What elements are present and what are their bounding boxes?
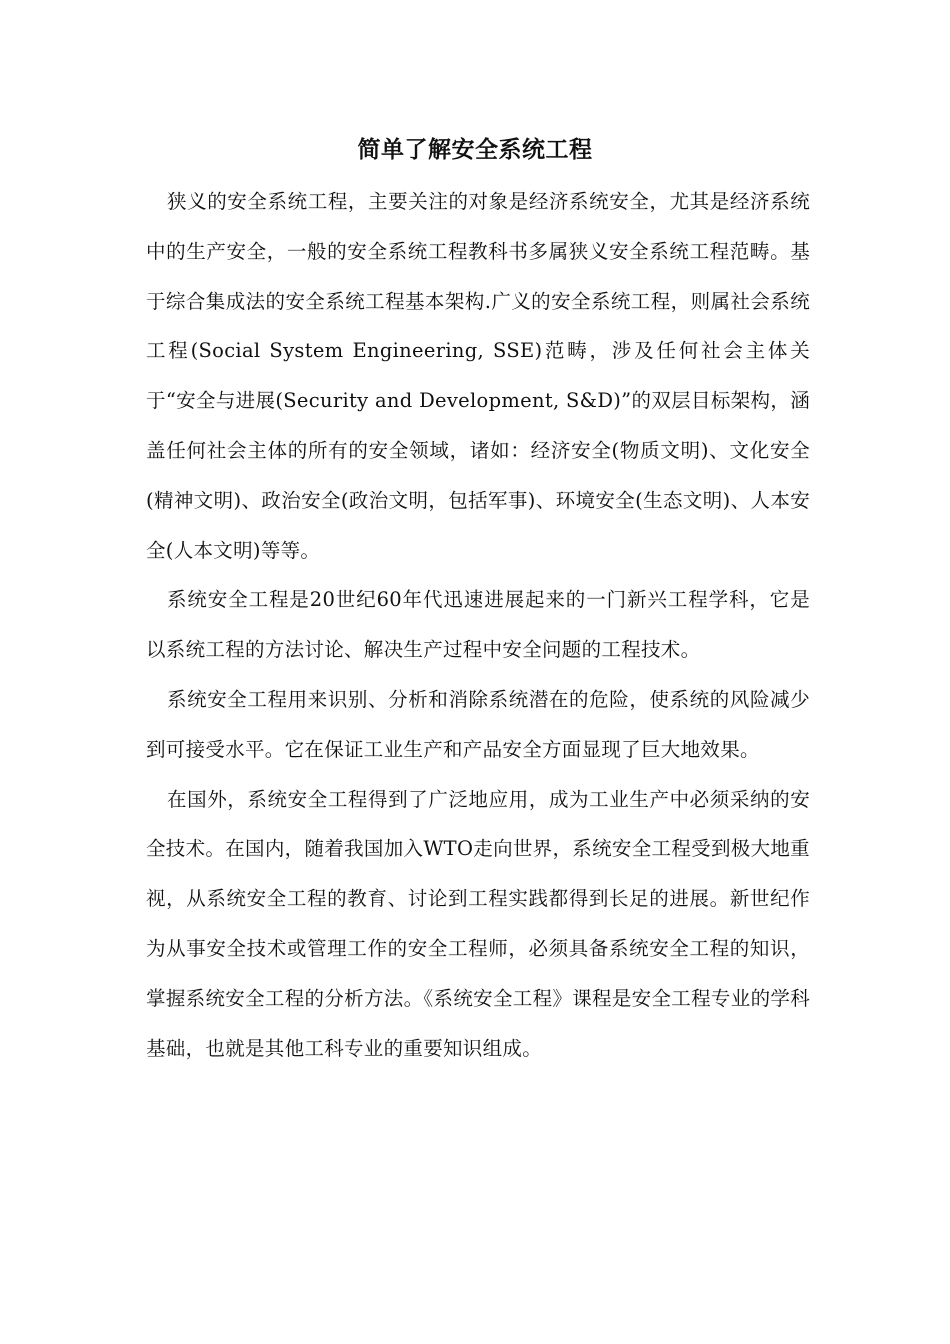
document-body (146, 177, 810, 1073)
paragraph-4: 在国外，系统安全工程得到了广泛地应用，成为工业生产中必须采纳的安全技术。在国内，随着我国加入WTO走向世界，系统安全工程受到极大地重视，从系统安全工程的教育、讨论到工程实践都得到长足的进展。新世纪作为从事安全技术或管理工作的安全工程师，必须具备系统安全工程的知识，掌握系统安全工程的分析方法。《系统安全工程》课程是安全工程专业的学科基础，也就是其他工科专业的重要知识组成。 (146, 787, 810, 1060)
document-title: 简单了解安全系统工程 (357, 137, 593, 163)
paragraph-1: 狭义的安全系统工程，主要关注的对象是经济系统安全，尤其是经济系统中的生产安全，一般的安全系统工程教科书多属狭义安全系统工程范畴。基于综合集成法的安全系统工程基本架构.广义的安全系统工程，则属社会系统工程(Social System Engineering, SSE)范畴，涉及任何社会主体关于“安全与进展(Security and Development, S&D)”的双层目标架构，涵盖任何社会主体的所有的安全领域，诸如：经济安全(物质文明)、文化安全(精神文明)、政治安全(政治文明，包括军事)、环境安全(生态文明)、人本安全(人本文明)等等。 (146, 190, 810, 562)
paragraph-2: 系统安全工程是20世纪60年代迅速进展起来的一门新兴工程学科，它是以系统工程的方法讨论、解决生产过程中安全问题的工程技术。 (146, 588, 810, 662)
paragraph-3: 系统安全工程用来识别、分析和消除系统潜在的危险，使系统的风险减少到可接受水平。它在保证工业生产和产品安全方面显现了巨大地效果。 (146, 687, 810, 761)
